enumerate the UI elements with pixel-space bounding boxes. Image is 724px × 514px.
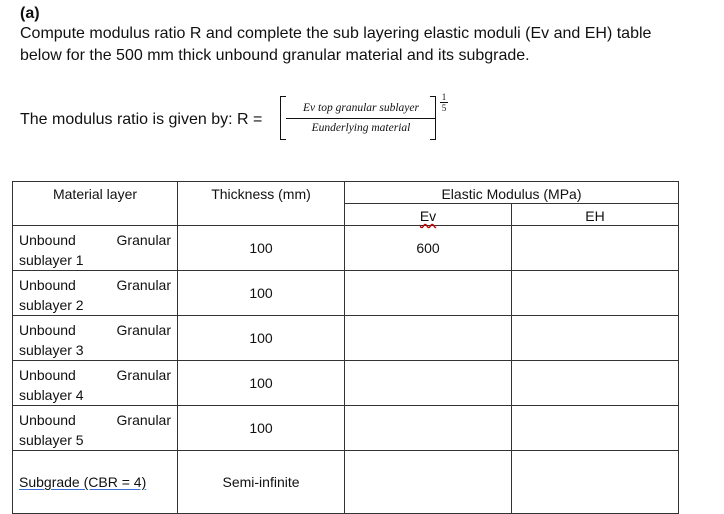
ev-cell [345,316,512,361]
exponent-numerator: 1 [441,92,447,102]
material-cell: Unbound Granular sublayer 5 [13,406,178,451]
subgrade-name: Subgrade (CBR = 4) [19,474,147,490]
header-eh: EH [512,204,679,226]
right-bracket [430,96,436,140]
ev-cell: 600 [345,226,512,271]
header-elastic-modulus: Elastic Modulus (MPa) [345,182,679,204]
ev-cell [345,406,512,451]
table-row [13,226,679,271]
sublayer-moduli-table [12,181,679,514]
formula-lead-text: The modulus ratio is given by: R = [20,111,263,128]
fraction-numerator: Ev top granular sublayer [303,102,419,114]
ev-cell [345,271,512,316]
subgrade-ev-cell [345,451,512,514]
subgrade-cell [13,451,178,514]
header-ev: Ev [345,204,512,226]
exponent-denominator: 5 [441,103,447,113]
header-material-layer: Material layer [13,182,178,226]
part-label: (a) [20,5,40,22]
table-row [13,271,679,316]
table-row [13,406,679,451]
eh-cell [512,361,679,406]
table-row [13,361,679,406]
thickness-cell: 100 [178,226,345,271]
thickness-cell: 100 [178,316,345,361]
thickness-cell: 100 [178,271,345,316]
question-line-2: below for the 500 mm thick unbound granular material and its subgrade. [20,47,530,64]
eh-cell [512,226,679,271]
subgrade-thickness-cell: Semi-infinite [178,451,345,514]
eh-cell [512,271,679,316]
subgrade-eh-cell [512,451,679,514]
thickness-cell: 100 [178,406,345,451]
ev-cell [345,361,512,406]
header-thickness: Thickness (mm) [178,182,345,226]
material-cell: Unbound Granular sublayer 2 [13,271,178,316]
eh-cell [512,406,679,451]
table-row [13,316,679,361]
question-line-1: Compute modulus ratio R and complete the sub layering elastic moduli (Ev and EH) table [20,25,652,42]
eh-cell [512,316,679,361]
fraction-bar [286,118,436,119]
table-row-subgrade [13,451,679,514]
formula-exponent [438,92,450,113]
modulus-ratio-fraction [280,96,436,140]
fraction-denominator: Eunderlying material [311,122,411,134]
material-cell: Unbound Granular sublayer 3 [13,316,178,361]
material-cell: Unbound Granular sublayer 4 [13,361,178,406]
material-cell: Unbound Granular sublayer 1 [13,226,178,271]
thickness-cell: 100 [178,361,345,406]
